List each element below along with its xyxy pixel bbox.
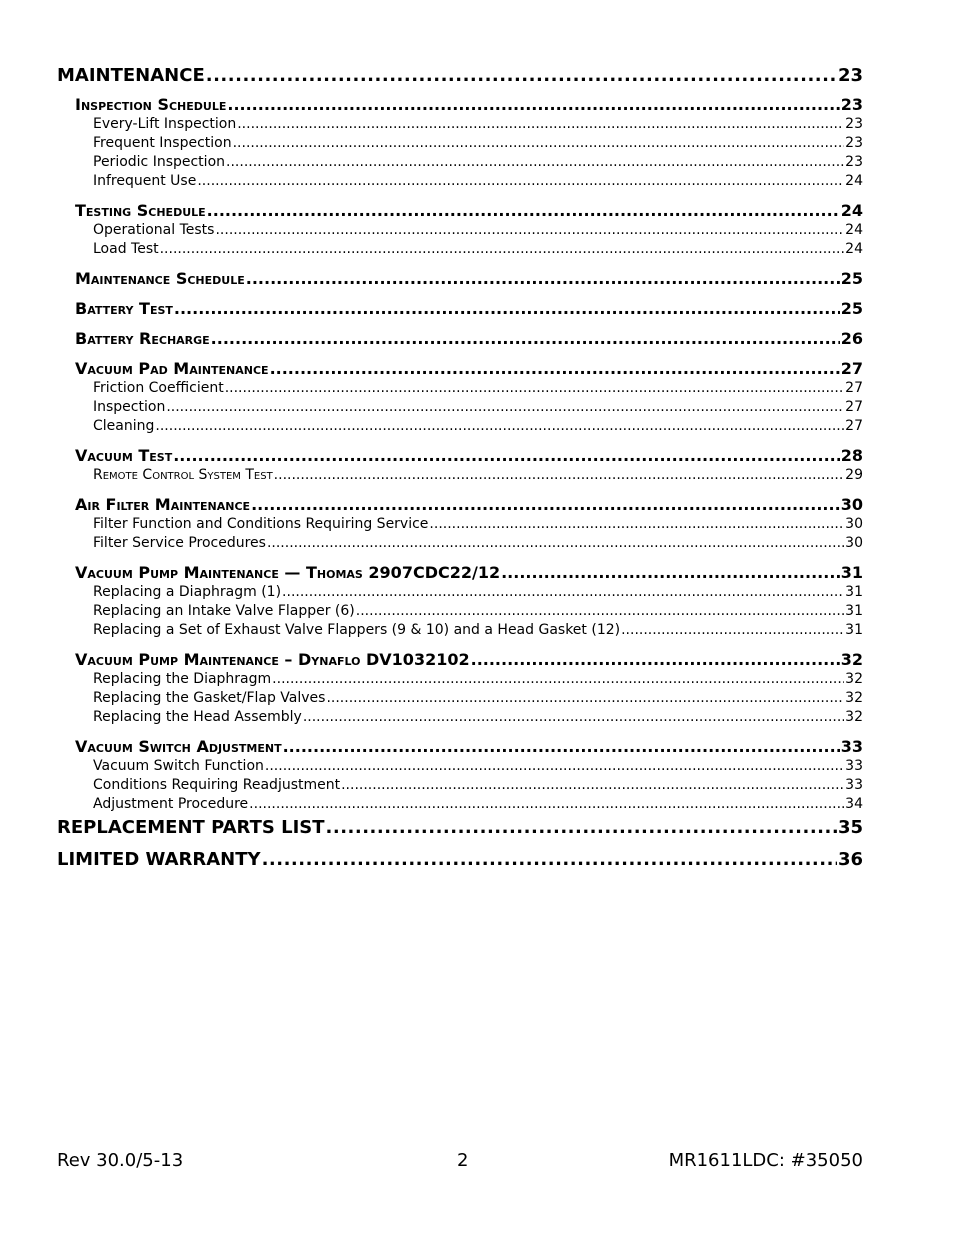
toc-entry-title: Vacuum Switch Adjustment — [75, 737, 282, 756]
toc-entry-page: 34 — [845, 796, 863, 812]
toc-entry-page: 33 — [845, 777, 863, 793]
toc-dot-leader — [174, 298, 840, 319]
toc-entry-page: 32 — [845, 690, 863, 706]
toc-entry-page: 32 — [840, 650, 863, 669]
toc-entry-title: Replacing the Head Assembly — [93, 709, 302, 725]
toc-subsection-entry[interactable] — [93, 379, 863, 398]
toc-dot-leader — [249, 795, 844, 814]
toc-entry-page: 23 — [845, 154, 863, 170]
toc-entry-page: 23 — [840, 95, 863, 114]
toc-entry-page: 30 — [840, 495, 863, 514]
toc-entry-title: Replacing the Diaphragm — [93, 671, 272, 687]
toc-entry-title: Vacuum Test — [75, 446, 173, 465]
toc-subsection-entry[interactable] — [93, 708, 863, 727]
toc-section-entry[interactable] — [75, 298, 863, 319]
toc-section-entry[interactable] — [75, 445, 863, 466]
toc-dot-leader — [246, 268, 840, 289]
toc-entry-page: 32 — [845, 671, 863, 687]
toc-entry-title: Inspection Schedule — [75, 95, 227, 114]
toc-entry-title: Filter Service Procedures — [93, 535, 266, 551]
toc-entry-title: Replacing an Intake Valve Flapper (6) — [93, 603, 355, 619]
toc-entry-title: Inspection — [93, 399, 166, 415]
toc-entry-page: 26 — [840, 329, 863, 348]
toc-entry-title: Remote Control System Test — [93, 467, 273, 483]
toc-dot-leader — [206, 62, 837, 90]
toc-entry-title: Friction Coefficient — [93, 380, 224, 396]
toc-subsection-entry[interactable] — [93, 621, 863, 640]
toc-subsection-entry[interactable] — [93, 466, 863, 485]
toc-subsection-entry[interactable] — [93, 221, 863, 240]
toc-entry-page: 31 — [845, 622, 863, 638]
toc-dot-leader — [251, 494, 840, 515]
toc-entry-page: 24 — [840, 201, 863, 220]
toc-subsection-entry[interactable] — [93, 776, 863, 795]
toc-subsection-entry[interactable] — [93, 583, 863, 602]
toc-entry-title: Frequent Inspection — [93, 135, 232, 151]
toc-entry-title: Conditions Requiring Readjustment — [93, 777, 341, 793]
toc-dot-leader — [326, 814, 837, 842]
toc-entry-title: Vacuum Pad Maintenance — [75, 359, 269, 378]
toc-dot-leader — [160, 240, 845, 259]
toc-entry-page: 31 — [845, 603, 863, 619]
toc-subsection-entry[interactable] — [93, 115, 863, 134]
toc-entry-title: Load Test — [93, 241, 159, 257]
toc-dot-leader — [326, 689, 844, 708]
toc-entry-page: 31 — [840, 563, 863, 582]
toc-entry-page: 32 — [845, 709, 863, 725]
toc-dot-leader — [215, 221, 844, 240]
toc-dot-leader — [270, 358, 840, 379]
toc-entry-page: 30 — [845, 516, 863, 532]
toc-entry-page: 27 — [840, 359, 863, 378]
toc-entry-page: 25 — [840, 269, 863, 288]
toc-subsection-entry[interactable] — [93, 689, 863, 708]
toc-dot-leader — [471, 649, 840, 670]
toc-dot-leader — [282, 583, 844, 602]
toc-section-entry[interactable] — [75, 94, 863, 115]
toc-section-entry[interactable] — [75, 494, 863, 515]
toc-entry-page: 29 — [845, 467, 863, 483]
toc-subsection-entry[interactable] — [93, 795, 863, 814]
toc-entry-page: 27 — [845, 380, 863, 396]
table-of-contents — [57, 62, 863, 878]
toc-section-entry[interactable] — [75, 649, 863, 670]
toc-dot-leader — [233, 134, 845, 153]
toc-dot-leader — [227, 94, 839, 115]
footer-document-id: MR1611LDC: #35050 — [668, 1150, 863, 1171]
footer-revision: Rev 30.0/5-13 — [57, 1150, 184, 1171]
toc-subsection-entry[interactable] — [93, 417, 863, 436]
toc-dot-leader — [429, 515, 844, 534]
toc-entry-page: 27 — [845, 418, 863, 434]
footer-page-number: 2 — [457, 1150, 469, 1171]
toc-section-entry[interactable] — [75, 268, 863, 289]
toc-dot-leader — [341, 776, 844, 795]
toc-dot-leader — [303, 708, 844, 727]
toc-entry-title: Replacing the Gasket/Flap Valves — [93, 690, 326, 706]
toc-dot-leader — [166, 398, 844, 417]
toc-section-entry[interactable] — [75, 562, 863, 583]
toc-entry-title: Replacing a Set of Exhaust Valve Flappers (9 & 10) and a Head Gasket (12) — [93, 622, 621, 638]
toc-chapter-entry[interactable] — [57, 62, 863, 94]
toc-entry-title: MAINTENANCE — [57, 65, 205, 86]
toc-entry-title: Every-Lift Inspection — [93, 116, 237, 132]
toc-entry-title: Vacuum Switch Function — [93, 758, 264, 774]
toc-dot-leader — [621, 621, 844, 640]
toc-dot-leader — [173, 445, 840, 466]
toc-dot-leader — [356, 602, 844, 621]
toc-dot-leader — [207, 200, 840, 221]
toc-entry-page: 33 — [840, 737, 863, 756]
toc-dot-leader — [272, 670, 844, 689]
toc-entry-page: 24 — [845, 173, 863, 189]
toc-dot-leader — [283, 736, 840, 757]
toc-section-entry[interactable] — [75, 200, 863, 221]
toc-entry-page: 24 — [845, 222, 863, 238]
toc-entry-title: Maintenance Schedule — [75, 269, 245, 288]
toc-entry-page: 36 — [837, 849, 863, 870]
toc-entry-title: Air Filter Maintenance — [75, 495, 251, 514]
toc-entry-title: Vacuum Pump Maintenance — Thomas 2907CDC22/12 — [75, 563, 501, 582]
toc-subsection-entry[interactable] — [93, 757, 863, 776]
toc-subsection-entry[interactable] — [93, 515, 863, 534]
toc-subsection-entry[interactable] — [93, 134, 863, 153]
toc-entry-page: 23 — [845, 135, 863, 151]
toc-chapter-entry[interactable] — [57, 814, 863, 846]
toc-entry-title: REPLACEMENT PARTS LIST — [57, 817, 325, 838]
toc-entry-title: Adjustment Procedure — [93, 796, 249, 812]
toc-entry-page: 33 — [845, 758, 863, 774]
toc-subsection-entry[interactable] — [93, 172, 863, 191]
toc-entry-title: Filter Function and Conditions Requiring Service — [93, 516, 429, 532]
toc-dot-leader — [274, 466, 845, 485]
toc-entry-page: 23 — [837, 65, 863, 86]
toc-dot-leader — [225, 379, 844, 398]
toc-entry-page: 31 — [845, 584, 863, 600]
toc-subsection-entry[interactable] — [93, 602, 863, 621]
toc-subsection-entry[interactable] — [93, 153, 863, 172]
toc-dot-leader — [155, 417, 844, 436]
toc-entry-title: Testing Schedule — [75, 201, 206, 220]
toc-section-entry[interactable] — [75, 736, 863, 757]
toc-entry-page: 28 — [840, 446, 863, 465]
toc-entry-title: Cleaning — [93, 418, 155, 434]
toc-entry-title: Battery Test — [75, 299, 173, 318]
toc-dot-leader — [262, 846, 837, 874]
toc-dot-leader — [226, 153, 844, 172]
toc-subsection-entry[interactable] — [93, 534, 863, 553]
toc-dot-leader — [501, 562, 840, 583]
toc-entry-page: 23 — [845, 116, 863, 132]
toc-dot-leader — [197, 172, 844, 191]
toc-chapter-entry[interactable] — [57, 846, 863, 878]
toc-section-entry[interactable] — [75, 358, 863, 379]
toc-dot-leader — [267, 534, 844, 553]
toc-entry-title: Infrequent Use — [93, 173, 197, 189]
toc-entry-page: 25 — [840, 299, 863, 318]
toc-entry-title: Operational Tests — [93, 222, 215, 238]
toc-entry-title: Battery Recharge — [75, 329, 210, 348]
toc-subsection-entry[interactable] — [93, 240, 863, 259]
toc-entry-page: 35 — [837, 817, 863, 838]
toc-entry-title: LIMITED WARRANTY — [57, 849, 261, 870]
toc-dot-leader — [237, 115, 844, 134]
toc-entry-page: 30 — [845, 535, 863, 551]
toc-entry-title: Replacing a Diaphragm (1) — [93, 584, 282, 600]
toc-section-entry[interactable] — [75, 328, 863, 349]
toc-entry-title: Periodic Inspection — [93, 154, 226, 170]
toc-entry-page: 24 — [845, 241, 863, 257]
toc-dot-leader — [265, 757, 844, 776]
toc-subsection-entry[interactable] — [93, 670, 863, 689]
toc-dot-leader — [211, 328, 840, 349]
page-footer — [57, 1150, 863, 1174]
toc-subsection-entry[interactable] — [93, 398, 863, 417]
toc-entry-title: Vacuum Pump Maintenance – Dynaflo DV1032102 — [75, 650, 470, 669]
toc-entry-page: 27 — [845, 399, 863, 415]
